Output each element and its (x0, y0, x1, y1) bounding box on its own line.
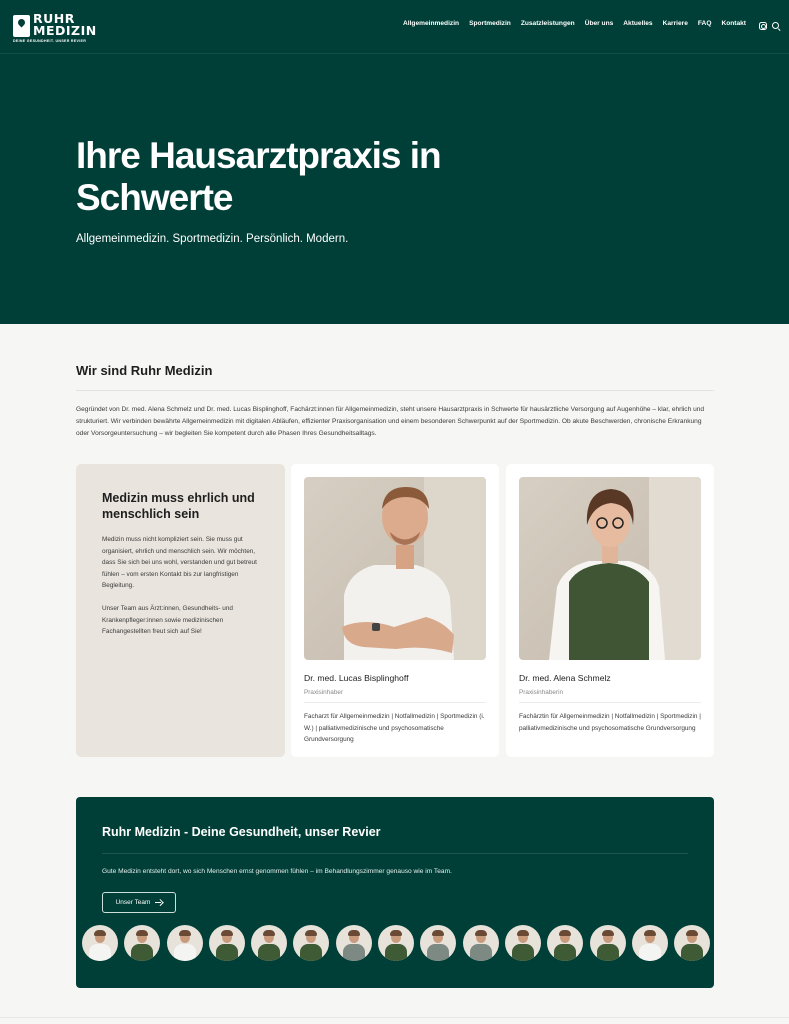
team-member-avatar[interactable] (505, 925, 541, 961)
arrow-right-icon (155, 900, 162, 906)
divider (102, 853, 688, 854)
team-member-avatar[interactable] (632, 925, 668, 961)
about-title: Wir sind Ruhr Medizin (76, 363, 213, 378)
instagram-icon[interactable] (759, 22, 767, 30)
location-pin-icon (13, 15, 30, 37)
team-member-avatar[interactable] (378, 925, 414, 961)
doctor-description: Fachärztin für Allgemeinmedizin | Notfallmedizin | Sportmedizin | palliativmedizinische und psychosomatische Grundversorgung (519, 713, 701, 732)
nav-item-ueber-uns[interactable]: Über uns (584, 20, 614, 27)
team-member-avatar[interactable] (167, 925, 203, 961)
logo[interactable] (13, 11, 97, 43)
nav-item-karriere[interactable]: Karriere (662, 20, 688, 27)
team-member-avatar[interactable] (674, 925, 710, 961)
team-member-avatar[interactable] (82, 925, 118, 961)
divider (0, 1017, 789, 1018)
nav-item-zusatzleistungen[interactable]: Zusatzleistungen (520, 20, 575, 27)
team-button[interactable] (102, 892, 176, 913)
team-button-label: Unser Team (115, 899, 151, 906)
team-member-avatar[interactable] (547, 925, 583, 961)
logo-line-2: MEDIZIN (33, 23, 97, 38)
team-title: Ruhr Medizin - Deine Gesundheit, unser Revier (102, 825, 381, 839)
hero-section (0, 54, 789, 324)
doctor-card[interactable] (291, 464, 499, 757)
intro-card-paragraph: Unser Team aus Ärzt:innen, Gesundheits- und Krankenpfleger:innen sowie medizinischen Fachangestellten freut sich auf Sie! (102, 605, 233, 635)
doctor-name: Dr. med. Alena Schmelz (519, 673, 611, 683)
site-header (0, 0, 789, 54)
hero-title: Ihre Hausarztpraxis in Schwerte (76, 135, 441, 218)
team-member-avatar[interactable] (293, 925, 329, 961)
team-avatars (82, 925, 710, 961)
doctor-photo (519, 477, 701, 660)
hero-subtitle: Allgemeinmedizin. Sportmedizin. Persönlich. Modern. (76, 233, 349, 245)
team-member-avatar[interactable] (420, 925, 456, 961)
intro-card-paragraph: Medizin muss nicht kompliziert sein. Sie muss gut organisiert, ehrlich und menschlich sein. Wir möchten, dass Sie sich bei uns wohl, verstanden und gut betreut fühlen – vom ersten Kontakt bis zur langfristigen Begleitung. (102, 536, 257, 589)
intro-card (76, 464, 285, 757)
doctor-photo (304, 477, 486, 660)
about-text: Gegründet von Dr. med. Alena Schmelz und Dr. med. Lucas Bisplinghoff, Fachärzt:innen für Allgemeinmedizin, steht unsere Hausarztpraxis in Schwerte für hausärztliche Versorgung auf Augenhöhe – klar, ehrlich und strukturiert. Wir verbinden bewährte Allgemeinmedizin mit digitalen Abläufen, effizienter Praxisorganisation und einem besonderen Schwerpunkt auf der Sportmedizin. Ob akute Beschwerden, chronische Erkrankung oder Vorsorgeuntersuchung – wir begleiten Sie kompetent durch alle Phasen Ihres Gesundheitsalltags. (76, 406, 705, 437)
doctor-role: Praxisinhaberin (519, 689, 564, 696)
nav-item-faq[interactable]: FAQ (697, 20, 712, 27)
divider (519, 702, 701, 703)
nav-item-sportmedizin[interactable]: Sportmedizin (469, 20, 511, 27)
nav-item-aktuelles[interactable]: Aktuelles (623, 20, 653, 27)
team-member-avatar[interactable] (336, 925, 372, 961)
doctor-card[interactable] (506, 464, 714, 757)
team-section (76, 797, 714, 988)
doctor-role: Praxisinhaber (304, 689, 344, 696)
divider (304, 702, 486, 703)
team-member-avatar[interactable] (209, 925, 245, 961)
team-member-avatar[interactable] (590, 925, 626, 961)
logo-line-1: RUHR (33, 11, 75, 26)
team-text: Gute Medizin entsteht dort, wo sich Menschen ernst genommen fühlen – im Behandlungszimmer genauso wie im Team. (102, 868, 452, 875)
doctor-description: Facharzt für Allgemeinmedizin | Notfallmedizin | Sportmedizin (i. W.) | palliativmedizinische und psychosomatische Grundversorgung (304, 713, 485, 744)
logo-tagline: DEINE GESUNDHEIT. UNSER REVIER (13, 39, 87, 43)
divider (76, 390, 714, 391)
nav-item-kontakt[interactable]: Kontakt (721, 20, 746, 27)
main-nav (403, 20, 746, 27)
team-member-avatar[interactable] (251, 925, 287, 961)
intro-card-title: Medizin muss ehrlich und menschlich sein (102, 491, 255, 521)
team-member-avatar[interactable] (463, 925, 499, 961)
search-icon[interactable] (772, 22, 780, 30)
doctor-name: Dr. med. Lucas Bisplinghoff (304, 673, 409, 683)
nav-item-allgemeinmedizin[interactable]: Allgemeinmedizin (403, 20, 460, 27)
team-member-avatar[interactable] (124, 925, 160, 961)
